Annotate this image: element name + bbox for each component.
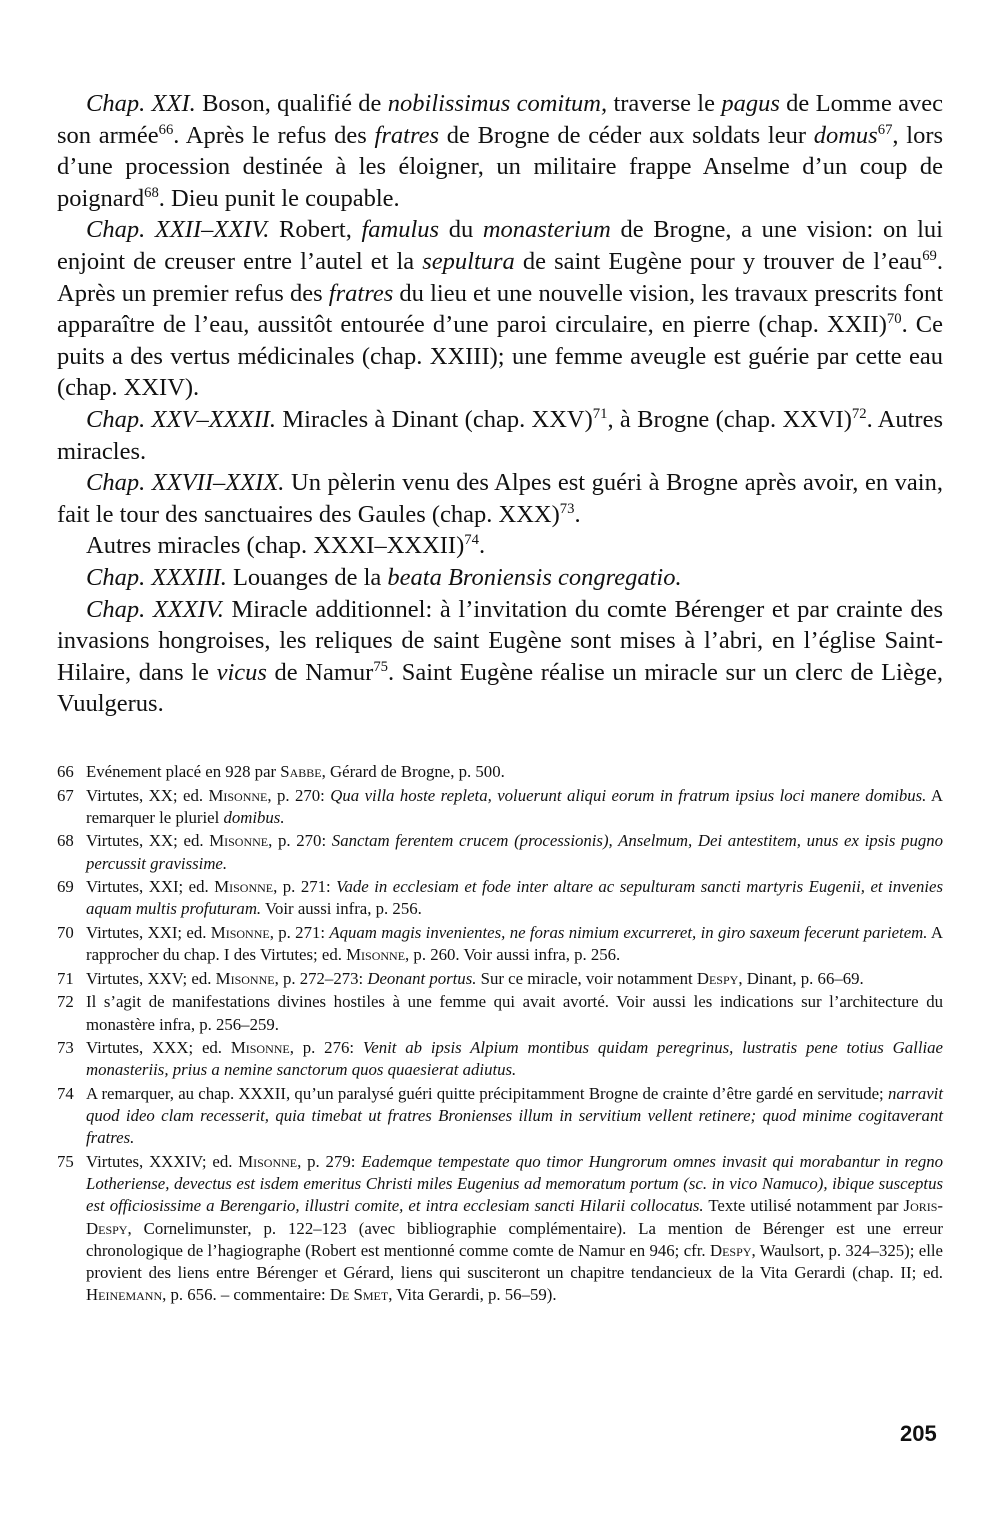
author-name: Sabbe — [280, 762, 322, 781]
italic-text: Chap. XXII–XXIV. — [86, 216, 270, 244]
footnote-number: 68 — [57, 831, 74, 851]
footnote-number: 72 — [57, 992, 74, 1012]
text-run: . Ce puits a des vertus médicinales (chap. XXIII); une femme aveugle est guérie par cette eau (chap. XXIV). — [57, 311, 944, 402]
italic-text: Sanctam ferentem crucem (processionis), Anselmum, Dei antestitem, unus ex ipsis pugno percussit gravissime. — [86, 831, 944, 873]
text-run: Sur ce miracle, voir notamment — [476, 968, 697, 988]
italic-text: Chap. XXI. — [86, 90, 196, 117]
author-name: Despy — [696, 968, 739, 988]
italic-text: domus — [813, 121, 878, 149]
italic-text: Venit ab ipsis Alpium montibus quidam peregrinus, lustratis pene totius Galliae monasteriis, prius a nemine sanctorum quos quaesierat adiutus. — [86, 1038, 943, 1080]
text-run: de Lomme avec son armée — [57, 90, 944, 149]
text-run: Boson, qualifié de — [195, 90, 388, 117]
italic-text: Chap. XXXIII. — [86, 563, 227, 591]
text-run: , p. 270: — [267, 785, 331, 805]
footnote — [57, 761, 943, 783]
text-run: , Cornelimunster, p. 122–123 (avec bibliographie complémentaire). La mention de Bérenger est une erreur chronologique de l’hagiographe (Robert est mentionné comme comte de Namur en 946; cfr. — [86, 1218, 943, 1260]
author-name: Joris-Despy — [86, 1196, 944, 1238]
text-run: Robert, — [269, 216, 362, 244]
text-run: de saint Eugène pour y trouver de l’eau — [514, 247, 923, 275]
italic-text: beata Broniensis congregatio. — [387, 563, 682, 591]
author-name: Heinemann — [86, 1285, 163, 1305]
text-run: Voir aussi infra, p. 256. — [261, 899, 422, 919]
italic-text: Aquam magis invenientes, ne foras nimium excurreret, in giro saxeum fecerunt parietem. — [329, 922, 928, 942]
italic-text: sepultura — [422, 247, 515, 275]
author-name: Misonne — [346, 945, 406, 965]
footnote-number: 66 — [57, 762, 74, 781]
text-run: Virtutes, XXX; ed. — [86, 1038, 231, 1058]
text-run: Un pèlerin venu des Alpes est guéri à Brogne après avoir, en vain, fait le tour des sanctuaires des Gaules (chap. XXX) — [57, 469, 943, 528]
italic-text: narravit quod ideo clam recesserit, quia timebat ut fratres Bronienses illum in servitium vellent retinere; quod minime cogitaverant fratres. — [86, 1083, 943, 1148]
italic-text: fratres — [374, 121, 439, 149]
footnote-number: 69 — [57, 877, 74, 897]
paragraph — [57, 88, 943, 214]
author-name: Misonne — [215, 968, 275, 988]
italic-text: Deonant portus. — [367, 968, 477, 988]
text-run: Virtutes, XX; ed. — [86, 785, 209, 805]
italic-text: monasterium — [482, 216, 611, 244]
text-run: , p. 272–273: — [274, 968, 368, 988]
footnote-ref: 73 — [559, 500, 575, 517]
text-run: Louanges de la — [226, 563, 388, 591]
footnote-ref: 72 — [851, 405, 867, 422]
text-run: A remarquer le pluriel — [86, 785, 943, 827]
text-run: Virtutes, XXI; ed. — [86, 877, 215, 897]
text-run: Virtutes, XX; ed. — [86, 831, 210, 851]
text-run: , p. 279: — [297, 1151, 362, 1171]
text-run: , lors d’une procession destinée à les éloigner, un militaire frappe Anselme d’un coup de poignard — [57, 121, 944, 212]
text-run: . Autres miracles. — [57, 405, 943, 465]
text-run: , p. 656. – commentaire: — [162, 1285, 330, 1305]
text-run: , Vita Gerardi, p. 56–59). — [388, 1285, 557, 1305]
italic-text: Vade in ecclesiam et fode inter altare ac sepulturam sancti martyris Eugenii, et invenies aquam multis profuturam. — [86, 877, 944, 919]
footnote-number: 67 — [57, 785, 74, 805]
text-run: , Gérard de Brogne, p. 500. — [321, 762, 505, 781]
text-run: de Brogne de céder aux soldats leur — [438, 121, 814, 149]
footnote-number: 70 — [57, 922, 74, 942]
text-run: A remarquer, au chap. XXXII, qu’un paralysé guéri quitte précipitamment Brogne de crainte d’être gardé en servitude; — [86, 1083, 888, 1103]
paragraph — [57, 594, 943, 720]
text-run: . — [574, 500, 581, 528]
footnote — [57, 785, 943, 829]
italic-text: Qua villa hoste repleta, voluerunt aliqui eorum in fratrum ipsius loci manere domibus. — [330, 785, 927, 805]
paragraph — [57, 214, 943, 404]
text-run: , p. 270: — [268, 831, 332, 851]
text-run: Autres miracles (chap. XXXI–XXXII) — [86, 532, 465, 560]
text-run: Evénement placé en 928 par — [86, 762, 281, 781]
text-run: de Namur — [266, 658, 374, 686]
text-run: Virtutes, XXV; ed. — [86, 968, 216, 988]
paragraph — [57, 404, 943, 467]
footnote-ref: 70 — [886, 311, 902, 327]
text-run: Il s’agit de manifestations divines hostiles à une femme qui avait avorté. Voir aussi les indications sur l’architecture du monastère infra, p. 256–259. — [86, 992, 943, 1034]
text-run: , Dinant, p. 66–69. — [738, 968, 864, 988]
author-name: Misonne — [238, 1151, 298, 1171]
author-name: Misonne — [208, 785, 268, 805]
italic-text: pagus — [721, 90, 780, 117]
text-run: . — [478, 532, 486, 560]
text-run: , p. 271: — [269, 922, 330, 942]
text-run: du — [439, 216, 483, 244]
footnote — [57, 968, 943, 990]
text-run: du lieu et une nouvelle vision, les travaux prescrits font apparaître de l’eau, aussitôt entourée d’une paroi circulaire, en pierre (chap. XXII) — [57, 279, 943, 339]
italic-text: Chap. XXVII–XXIX. — [86, 469, 285, 497]
footnote — [57, 1151, 943, 1306]
text-run: . Dieu punit le coupable. — [158, 184, 400, 212]
text-run: de Brogne, a une vision: on lui enjoint de creuser entre l’autel et la — [57, 216, 943, 275]
footnote-number: 74 — [57, 1083, 74, 1103]
text-run: , p. 271: — [273, 877, 337, 897]
text-run: traverse le — [607, 90, 722, 117]
footnote — [57, 876, 943, 920]
text-run: , Waulsort, p. 324–325); elle provient des liens entre Bérenger et Gérard, liens qui susciteront un chapitre tendancieux de la Vita Gerardi (chap. II; ed. — [86, 1240, 943, 1282]
text-run: A rapprocher du chap. I des Virtutes; ed. — [86, 922, 944, 965]
footnote — [57, 830, 943, 874]
text-run: Miracles à Dinant (chap. XXV) — [276, 405, 593, 433]
text-run: , p. 260. Voir aussi infra, p. 256. — [405, 945, 621, 965]
italic-text: Chap. XXV–XXXII. — [86, 405, 277, 433]
footnote-ref: 66 — [158, 121, 174, 138]
footnotes — [57, 761, 943, 1308]
author-name: Misonne — [209, 831, 269, 851]
main-text — [57, 88, 943, 720]
page-number: 205 — [900, 1421, 937, 1446]
footnote — [57, 1083, 943, 1150]
italic-text: Eademque tempestate quo timor Hungrorum omnes invasit qui morabantur in regno Lotheriense, devectus est isdem emeritus Christi miles Eugenius ad memoratum portum (sc. in vico Namuco), ibique susceptus est officiosissime a Berengario, illustri comite, et intra ecclesiam sancti Hilarii collocatus. — [86, 1151, 943, 1216]
footnote-ref: 75 — [373, 658, 388, 675]
italic-text: vicus — [216, 658, 267, 686]
author-name: Misonne — [214, 877, 274, 897]
footnote-ref: 69 — [922, 247, 937, 264]
author-name: Misonne — [210, 922, 270, 942]
text-run: Virtutes, XXXIV; ed. — [86, 1151, 239, 1171]
text-run: , p. 276: — [289, 1038, 363, 1058]
author-name: Misonne — [230, 1038, 290, 1058]
footnote — [57, 991, 943, 1035]
text-run: Virtutes, XXI; ed. — [86, 922, 211, 942]
paragraph — [57, 467, 943, 530]
footnote-ref: 67 — [877, 121, 893, 138]
italic-text: fratres — [328, 279, 394, 307]
paragraph — [57, 530, 943, 562]
footnote-ref: 74 — [464, 532, 479, 549]
footnote — [57, 1037, 943, 1081]
italic-text: famulus — [361, 216, 440, 244]
paragraph — [57, 562, 943, 594]
text-run: . Après un premier refus des — [57, 247, 943, 307]
text-run: Texte utilisé notamment par — [703, 1196, 904, 1216]
text-run: Miracle additionnel: à l’invitation du comte Bérenger et par crainte des invasions hongroises, les reliques de saint Eugène sont mises à l’abri, en l’église Saint-Hilaire, dans le — [57, 595, 943, 686]
footnote-number: 71 — [57, 968, 74, 988]
footnote-number: 75 — [57, 1151, 74, 1171]
footnote — [57, 922, 943, 966]
footnote-number: 73 — [57, 1038, 74, 1058]
footnote-ref: 68 — [144, 184, 159, 201]
author-name: De Smet — [329, 1285, 389, 1305]
italic-text: Chap. XXXIV. — [86, 595, 224, 623]
text-run: . Saint Eugène réalise un miracle sur un clerc de Liège, Vuulgerus. — [57, 658, 943, 718]
text-run: . Après le refus des — [173, 121, 375, 149]
author-name: Despy — [709, 1240, 752, 1260]
italic-text: nobilissimus comitum, — [387, 90, 608, 117]
text-run: , à Brogne (chap. XXVI) — [607, 405, 852, 433]
footnote-ref: 71 — [592, 405, 608, 422]
italic-text: domibus. — [223, 807, 285, 827]
